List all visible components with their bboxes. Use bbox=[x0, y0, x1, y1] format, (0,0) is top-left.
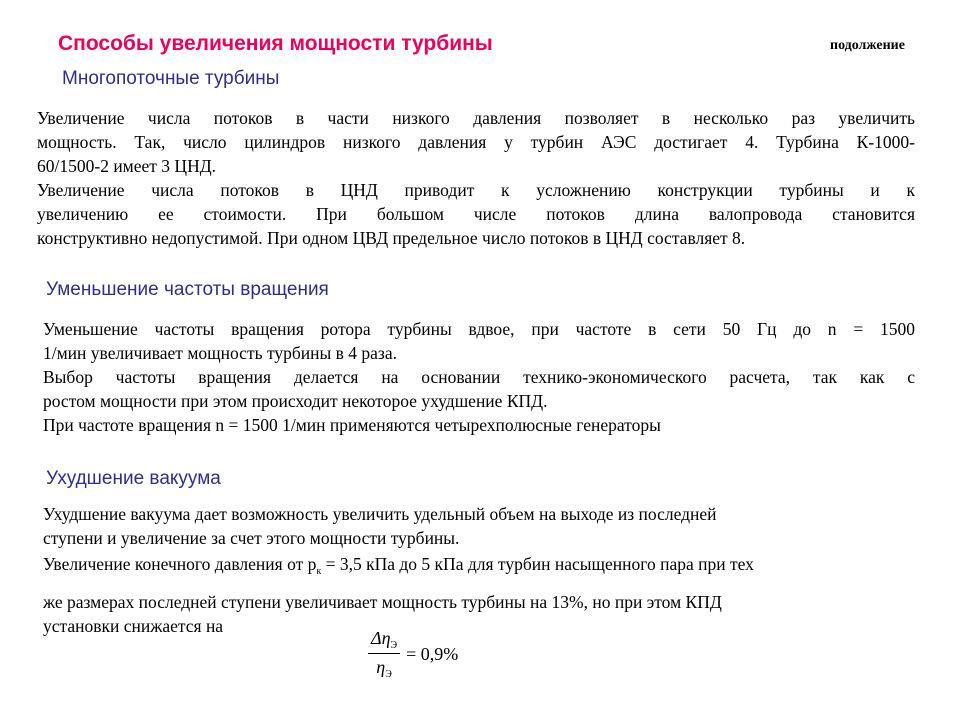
text-fragment: = 3,5 кПа до 5 кПа для турбин насыщенного пара при тех bbox=[321, 554, 754, 574]
section-heading-vacuum: Ухудшение вакуума bbox=[46, 468, 221, 489]
formula-result: = 0,9% bbox=[406, 643, 459, 664]
text-line: 60/1500-2 имеет 3 ЦНД. bbox=[37, 156, 217, 176]
fraction bbox=[368, 628, 400, 680]
fraction-denominator: $\eta_Э$ bbox=[376, 657, 392, 680]
text-line: Увеличение числа потоков в части низкого давления позволяет в несколько раз увеличить bbox=[37, 108, 915, 128]
text-line: установки снижается на bbox=[43, 616, 224, 636]
page-title: Способы увеличения мощности турбины bbox=[58, 32, 493, 55]
text-line: Увеличение числа потоков в ЦНД приводит к усложнению конструкции турбины и к bbox=[37, 180, 915, 200]
subscript: к bbox=[316, 566, 322, 577]
text-line: ступени и увеличение за счет этого мощности турбины. bbox=[43, 528, 460, 548]
continued-label: подолжение bbox=[830, 38, 905, 53]
section-heading-rotation: Уменьшение частоты вращения bbox=[46, 279, 329, 300]
text-line: Ухудшение вакуума дает возможность увеличить удельный объем на выходе из последней bbox=[43, 504, 717, 524]
text-line: конструктивно недопустимой. При одном ЦВД предельное число потоков в ЦНД составляет 8. bbox=[37, 228, 746, 248]
text-line: 1/мин увеличивает мощность турбины в 4 раза. bbox=[43, 343, 397, 363]
text-line: ростом мощности при этом происходит некоторое ухудшение КПД. bbox=[43, 391, 548, 411]
text-line: При частоте вращения n = 1500 1/мин применяются четырехполюсные генераторы bbox=[43, 415, 661, 435]
section-heading-multiflow: Многопоточные турбины bbox=[62, 68, 280, 89]
fraction-numerator: $\Delta\eta_Э$ bbox=[368, 628, 400, 654]
text-line: Уменьшение частоты вращения ротора турбины вдвое, при частоте в сети 50 Гц до n = 1500 bbox=[43, 319, 915, 339]
text-fragment: Увеличение конечного давления от p bbox=[43, 554, 317, 574]
text-line: же размерах последней ступени увеличивает мощность турбины на 13%, но при этом КПД bbox=[43, 592, 722, 612]
text-line bbox=[43, 552, 913, 584]
efficiency-formula bbox=[368, 628, 458, 680]
paragraph-vacuum bbox=[43, 502, 913, 638]
text-line: мощность. Так, число цилиндров низкого давления у турбин АЭС достигает 4. Турбина К-1000- bbox=[37, 132, 915, 152]
paragraph-rotation bbox=[43, 317, 915, 437]
paragraph-multiflow bbox=[37, 106, 915, 250]
text-line: Выбор частоты вращения делается на основании технико-экономического расчета, так как с bbox=[43, 367, 915, 387]
text-line: увеличению ее стоимости. При большом числе потоков длина валопровода становится bbox=[37, 204, 915, 224]
